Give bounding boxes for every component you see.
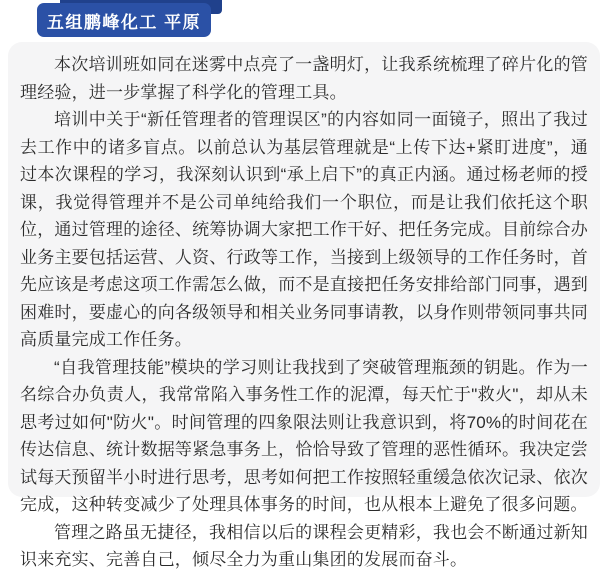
paragraph-intro: 本次培训班如同在迷雾中点亮了一盏明灯，让我系统梳理了碎片化的管理经验，进一步掌握了科学化的管理工具。: [20, 55, 588, 102]
paragraph-management-misconceptions: 培训中关于“新任管理者的管理误区”的内容如同一面镜子，照出了我过去工作中的诸多盲点。以前总认为基层管理就是“上传下达+紧盯进度”，通过本次课程的学习，我深刻认识到“承上启下”的真正内涵。通过杨老师的授课，我觉得管理并不是公司单纯给我们一个职位，而是让我们依托这个职位，通过管理的途径、统筹协调大家把工作干好、把任务完成。目前综合办业务主要包括运营、人资、行政等工作，当接到上级领导的工作任务时，首先应该是考虑这项工作需怎么做，而不是直接把任务安排给部门同事，遇到困难时，要虚心的向各级领导和相关业务同事请教，以身作则带领同事共同高质量完成工作任务。: [20, 110, 588, 349]
paragraph-self-management: “自我管理技能”模块的学习则让我找到了突破管理瓶颈的钥匙。作为一名综合办负责人，我常常陷入事务性工作的泥潭，每天忙于"救火"，却从未思考过如何"防火"。时间管理的四象限法则让我意识到，将70%的时间花在传达信息、统计数据等紧急事务上，恰恰导致了管理的恶性循环。我决定尝试每天预留半小时进行思考，思考如何把工作按照轻重缓急依次记录、依次完成，这种转变减少了处理具体事务的时间，也从根本上避免了很多问题。: [20, 357, 588, 514]
group-badge-label: 五组鹏峰化工 平原: [46, 12, 202, 32]
group-badge: [37, 3, 211, 37]
review-text-card: [8, 42, 600, 569]
paragraph-conclusion: 管理之路虽无捷径，我相信以后的课程会更精彩，我也会不断通过新知识来充实、完善自己，倾尽全力为重山集团的发展而奋斗。: [20, 522, 588, 569]
